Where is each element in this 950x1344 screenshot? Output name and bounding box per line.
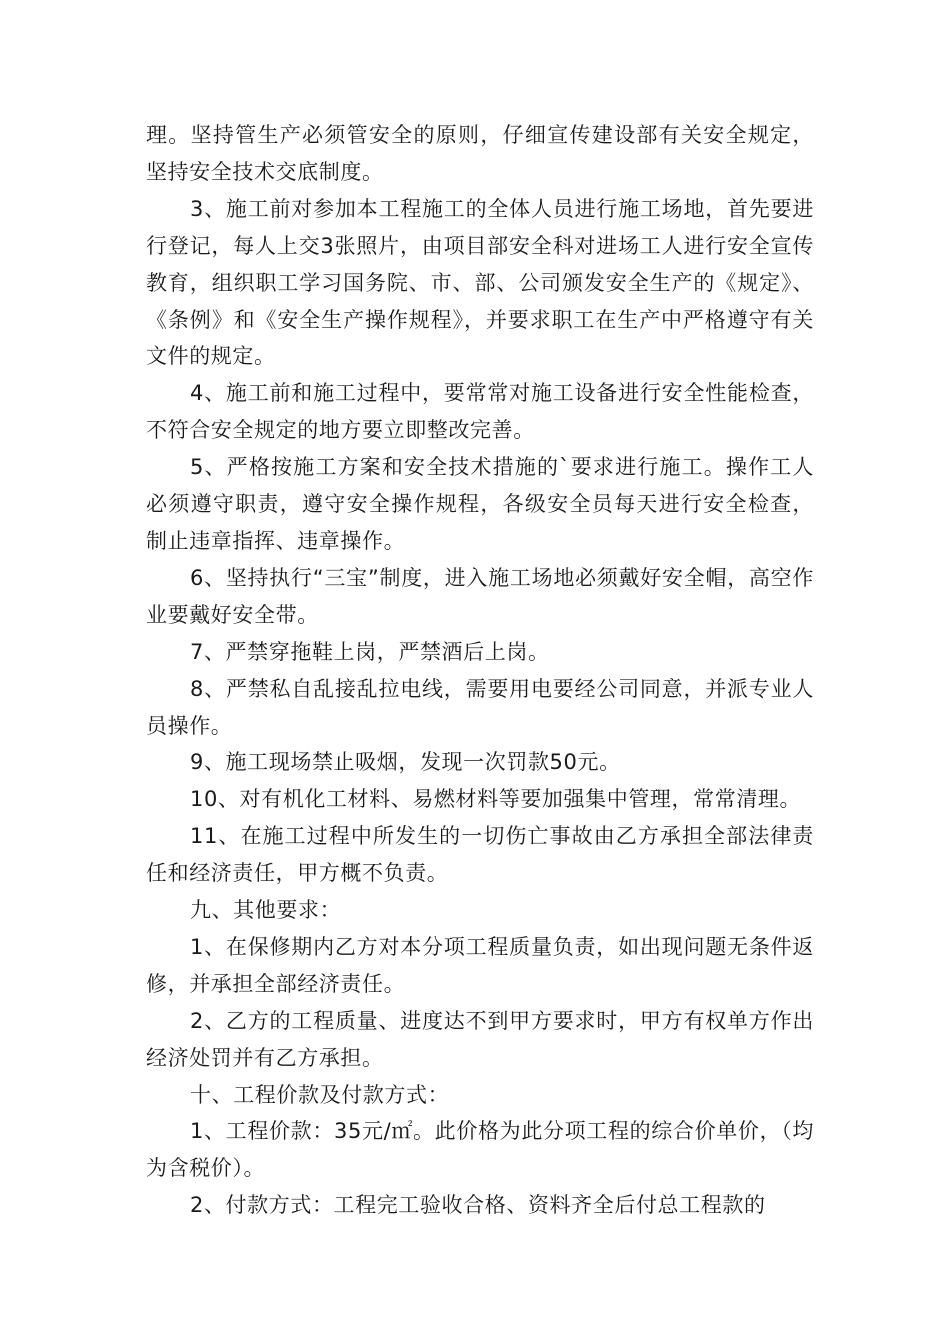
paragraph-item-5: 5、严格按施工方案和安全技术措施的`要求进行施工。操作工人必须遵守职责，遵守安全操作规程，各级安全员每天进行安全检查，制止违章指挥、违章操作。 [146,455,814,553]
paragraph-item-3: 3、施工前对参加本工程施工的全体人员进行施工场地，首先要进行登记，每人上交3张照片，由项目部安全科对进场工人进行安全宣传教育，组织职工学习国务院、市、部、公司颁发安全生产的《规定》、《条例》和《安全生产操作规程》，并要求职工在生产中严格遵守有关文件的规定。 [146,196,814,369]
paragraph-item-8: 8、严禁私自乱接乱拉电线，需要用电要经公司同意，并派专业人员操作。 [146,676,814,738]
document-body [146,117,814,1224]
paragraph-item-11: 11、在施工过程中所发生的一切伤亡事故由乙方承担全部法律责任和经济责任，甲方概不负责。 [146,824,814,886]
paragraph-item-7: 7、严禁穿拖鞋上岗，严禁酒后上岗。 [190,639,550,664]
section-heading-nine: 九、其他要求： [190,898,342,923]
paragraph-other-2: 2、乙方的工程质量、进度达不到甲方要求时，甲方有权单方作出经济处罚并有乙方承担。 [146,1008,814,1070]
paragraph-item-10: 10、对有机化工材料、易燃材料等要加强集中管理，常常清理。 [190,787,802,812]
paragraph-item-9: 9、施工现场禁止吸烟，发现一次罚款50元。 [190,750,621,775]
paragraph-payment-2: 2、付款方式：工程完工验收合格、资料齐全后付总工程款的 [190,1193,766,1218]
paragraph-item-6: 6、坚持执行“三宝”制度，进入施工场地必须戴好安全帽，高空作业要戴好安全带。 [146,565,814,627]
section-heading-ten: 十、工程价款及付款方式： [190,1082,450,1107]
paragraph-continuation: 理。坚持管生产必须管安全的原则，仔细宣传建设部有关安全规定，坚持安全技术交底制度。 [146,123,814,184]
paragraph-other-1: 1、在保修期内乙方对本分项工程质量负责，如出现问题无条件返修，并承担全部经济责任。 [146,934,814,996]
paragraph-item-4: 4、施工前和施工过程中，要常常对施工设备进行安全性能检查，不符合安全规定的地方要立即整改完善。 [146,381,814,443]
paragraph-price-1: 1、工程价款：35元/㎡。此价格为此分项工程的综合价单价，（均为含税价）。 [146,1119,814,1181]
